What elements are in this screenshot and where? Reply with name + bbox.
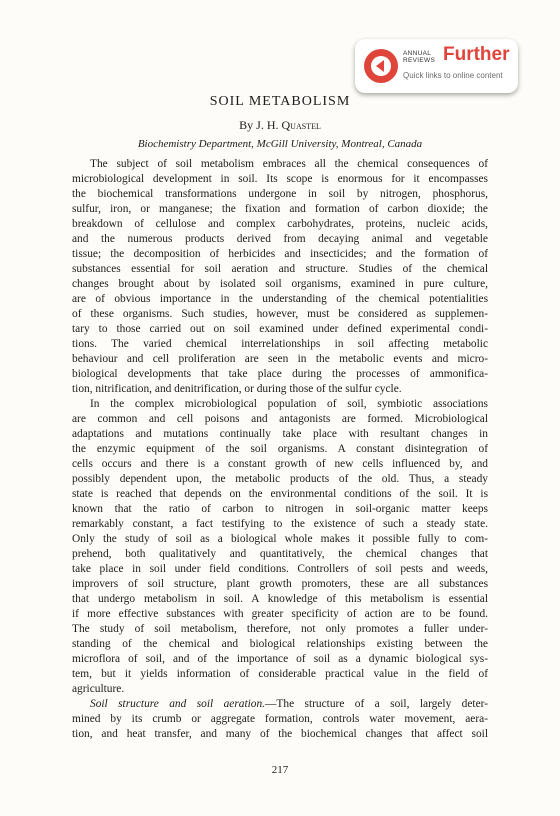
badge-annual-reviews (403, 50, 435, 64)
paragraph-line: Only the study of soil as a biological whole makes it possible fully to com- (72, 533, 488, 545)
paragraph-line: are of obvious importance in the understanding of the chemical potentialities (72, 293, 488, 305)
paragraph-line: tary to those carried out on soil examined under defined experimental condi- (72, 323, 488, 335)
paragraph-line: prehend, both qualitatively and quantitatively, the chemical changes that (72, 548, 488, 560)
paragraph-line: mined by its crumb or aggregate formation, controls water movement, aera- (72, 713, 488, 725)
paragraph-line: sulfur, iron, or manganese; the fixation and formation of carbon dioxide; the (72, 203, 488, 215)
paragraph-line: tions. The varied chemical interrelationships in soil affecting metabolic (72, 338, 488, 350)
paragraph-line: if more effective substances with greater specificity of action are to be found. (72, 608, 488, 620)
paragraph-line: cells occurs and there is a constant growth of new cells influenced by, and (72, 458, 488, 470)
paragraph-line: The subject of soil metabolism embraces all the chemical consequences of (90, 158, 488, 170)
paragraph-line: tem, but it yields information of considerable practical value in the field of (72, 668, 488, 680)
paragraph-line (72, 697, 488, 712)
section-heading-continuation: —The structure of a soil, largely deter- (265, 698, 488, 710)
further-logo-icon (364, 49, 398, 83)
paragraph-line: the biochemical transformations undergone in soil by nitrogen, phosphorus, (72, 188, 488, 200)
badge-subtitle: Quick links to online content (403, 71, 503, 80)
paragraph-line: improvers of soil structure, plant growth promoters, these are all substances (72, 578, 488, 590)
paragraph-line: state is reached that depends on the environmental conditions of the soil. It is (72, 488, 488, 500)
author-prefix: By (239, 118, 254, 132)
page-number: 217 (271, 764, 289, 776)
article-title: SOIL METABOLISM (209, 94, 351, 109)
paragraph-line: possibly dependent upon, the metabolic products of the old. Thus, a steady (72, 473, 488, 485)
paragraph-line: that undergo metabolism in soil. A knowledge of this metabolism is essential (72, 593, 488, 605)
body-paragraph-3 (72, 697, 488, 742)
author-name: J. H. Quastel (256, 118, 321, 132)
paragraph-line: of these organisms. Such studies, however, must be considered as supplemen- (72, 308, 488, 320)
paragraph-line: microflora of soil, and of the importance of soil as a dynamic biological sys- (72, 653, 488, 665)
paragraph-line: changes brought about by isolated soil organisms, examined in pure culture, (72, 278, 488, 290)
paragraph-line: biological developments that take place during the processes of ammonifica- (72, 368, 488, 380)
paragraph-line: remarkably constant, a fact testifying to the existence of such a steady state. (72, 518, 488, 530)
paragraph-line: and the numerous products derived from decaying animal and vegetable (72, 233, 488, 245)
paragraph-line: tissue; the decomposition of herbicides and insecticides; and the formation of (72, 248, 488, 260)
badge-further-text: Further (443, 44, 510, 65)
badge-reviews-text: REVIEWS (403, 57, 436, 64)
paragraph-line: known that the ratio of carbon to nitrogen in soil-organic matter keeps (72, 503, 488, 515)
article-author (0, 118, 560, 133)
paragraph-line: behaviour and cell proliferation are seen in the metabolic events and micro- (72, 353, 488, 365)
paragraph-line: standing of the chemical and biological relationships existing between the (72, 638, 488, 650)
paragraph-line: microbiological development in soil. Its scope is enormous for it encompasses (72, 173, 488, 185)
author-affiliation: Biochemistry Department, McGill University, Montreal, Canada (137, 138, 423, 150)
body-paragraph-1 (72, 157, 488, 397)
annual-reviews-further-badge[interactable] (355, 39, 518, 93)
paragraph-line: breakdown of cellulose and complex carbohydrates, proteins, nucleic acids, (72, 218, 488, 230)
paragraph-line: The study of soil metabolism, therefore, not only promotes a fuller under- (72, 623, 488, 635)
paragraph-line: tion, nitrification, and denitrification, or during those of the sulfur cycle. (72, 383, 402, 395)
paragraph-line: substances essential for soil aeration and structure. Studies of the chemical (72, 263, 488, 275)
badge-annual-text: ANNUAL (403, 50, 432, 57)
paragraph-line: are common and cell poisons and antagonists are formed. Microbiological (72, 413, 488, 425)
body-paragraph-2 (72, 397, 488, 697)
paragraph-line: In the complex microbiological population of soil, symbiotic associations (90, 398, 488, 410)
section-heading: Soil structure and soil aeration. (90, 698, 266, 710)
paragraph-line: the enzymic equipment of the soil organisms. A constant disintegration of (72, 443, 488, 455)
paragraph-line: agriculture. (72, 683, 125, 695)
paragraph-line: take place in soil under field conditions. Controllers of soil pests and weeds, (72, 563, 488, 575)
paragraph-line: adaptations and mutations continually take place with resultant changes in (72, 428, 488, 440)
paragraph-line: tion, and heat transfer, and many of the biochemical changes that affect soil (72, 728, 488, 740)
